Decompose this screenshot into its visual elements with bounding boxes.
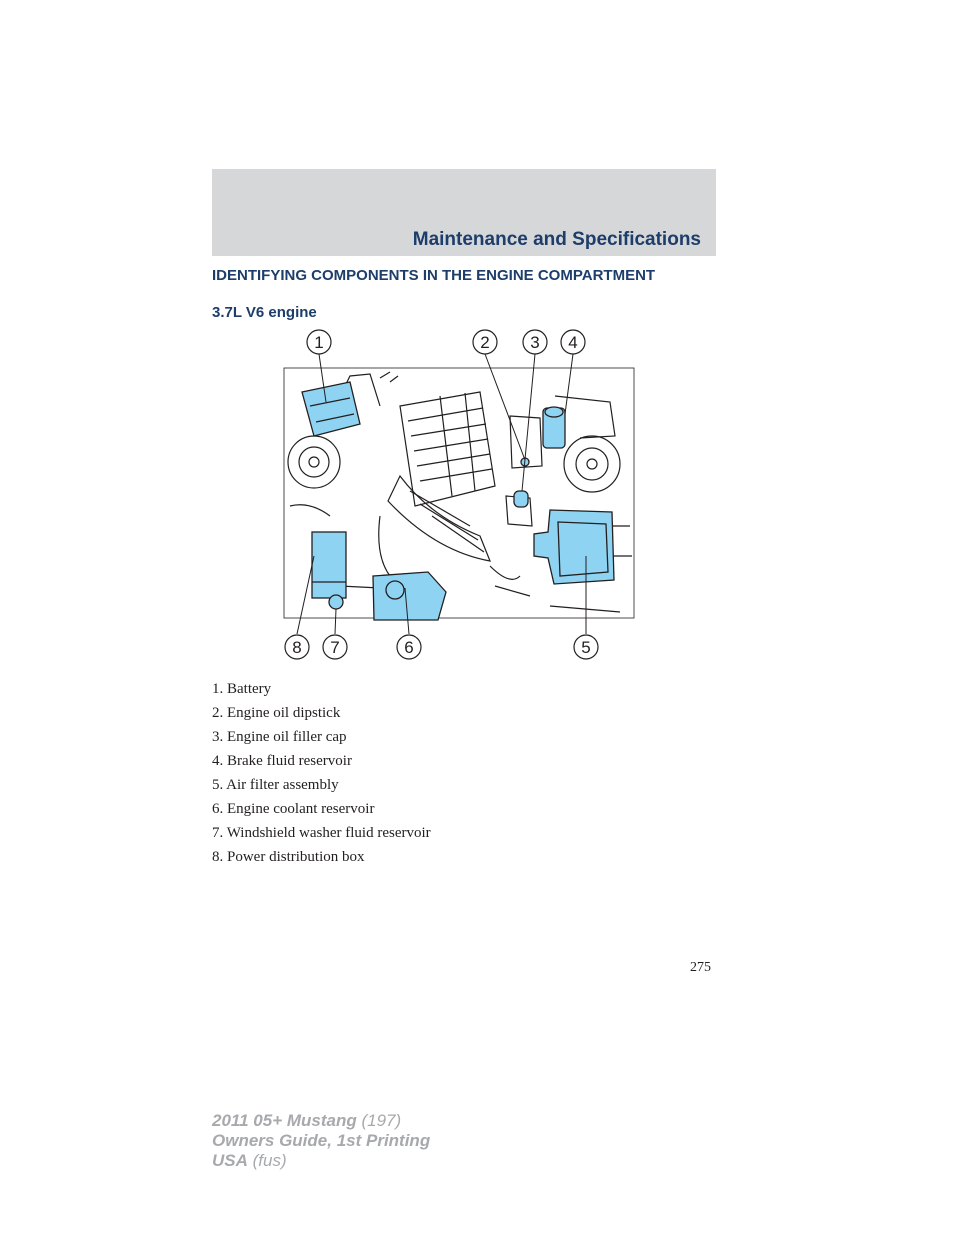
page-number: 275 bbox=[690, 960, 711, 975]
washer-fluid-cap-shape bbox=[329, 595, 343, 609]
callout-2 bbox=[473, 330, 497, 354]
engine-diagram bbox=[280, 326, 640, 666]
callout-4 bbox=[561, 330, 585, 354]
svg-text:3: 3 bbox=[530, 333, 540, 352]
legend-item: 7. Windshield washer fluid reservoir bbox=[212, 825, 431, 841]
callout-5 bbox=[574, 635, 598, 659]
svg-text:4: 4 bbox=[568, 333, 578, 352]
svg-text:2: 2 bbox=[480, 333, 490, 352]
section-title: Maintenance and Specifications bbox=[412, 229, 701, 250]
callout-7 bbox=[323, 635, 347, 659]
svg-text:7: 7 bbox=[330, 638, 340, 657]
callout-3 bbox=[523, 330, 547, 354]
engine-subheading: 3.7L V6 engine bbox=[212, 304, 317, 321]
svg-text:5: 5 bbox=[581, 638, 591, 657]
callout-8 bbox=[285, 635, 309, 659]
legend-item: 5. Air filter assembly bbox=[212, 777, 339, 793]
svg-text:6: 6 bbox=[404, 638, 414, 657]
footer-line-3: USA (fus) bbox=[212, 1151, 287, 1170]
legend-item: 6. Engine coolant reservoir bbox=[212, 801, 375, 817]
callout-1 bbox=[307, 330, 331, 354]
svg-text:1: 1 bbox=[314, 333, 324, 352]
svg-text:8: 8 bbox=[292, 638, 302, 657]
legend-item: 1. Battery bbox=[212, 681, 272, 697]
footer-line-2: Owners Guide, 1st Printing bbox=[212, 1131, 431, 1150]
battery-shape bbox=[302, 382, 360, 436]
header-band bbox=[212, 169, 716, 256]
highlighted-components bbox=[302, 382, 614, 620]
footer-line-1: 2011 05+ Mustang (197) bbox=[212, 1111, 402, 1130]
component-legend bbox=[212, 677, 431, 869]
callout-6 bbox=[397, 635, 421, 659]
legend-item: 4. Brake fluid reservoir bbox=[212, 753, 352, 769]
page-heading: IDENTIFYING COMPONENTS IN THE ENGINE COMPARTMENT bbox=[212, 267, 656, 284]
legend-item: 2. Engine oil dipstick bbox=[212, 705, 341, 721]
oil-filler-cap-shape bbox=[514, 491, 528, 507]
coolant-reservoir-shape bbox=[373, 572, 446, 620]
engine-compartment-illustration bbox=[280, 326, 640, 666]
footer bbox=[212, 1111, 430, 1171]
legend-item: 3. Engine oil filler cap bbox=[212, 729, 347, 745]
power-distribution-box-shape bbox=[312, 532, 346, 598]
legend-item: 8. Power distribution box bbox=[212, 849, 365, 865]
